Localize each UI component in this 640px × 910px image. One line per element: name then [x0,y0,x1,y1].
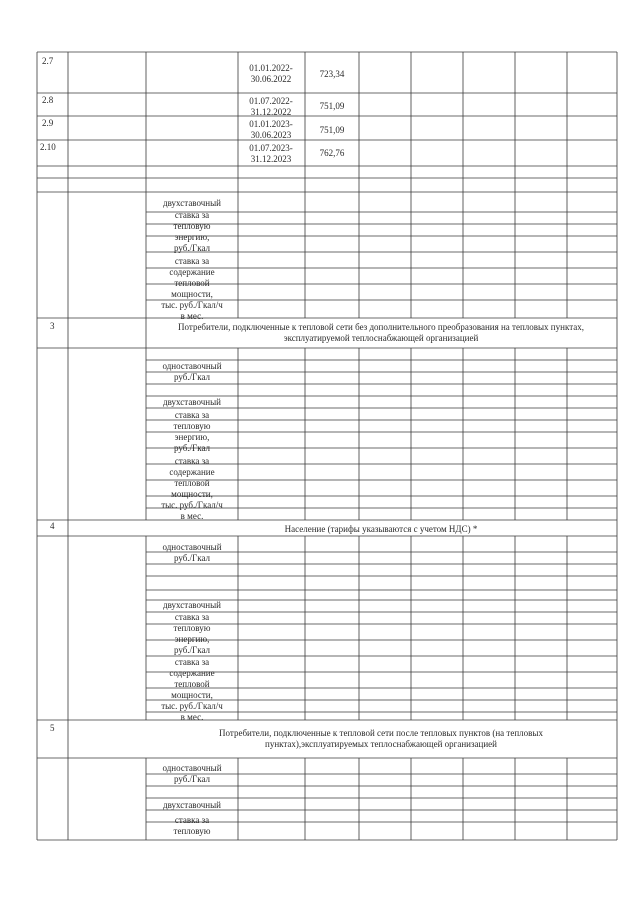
section-number: 4 [50,521,55,531]
two-part-label: двухставочный [163,198,221,208]
two-part-label: двухставочный [163,800,221,810]
section-number: 3 [50,321,55,331]
tariff-value: 751,09 [319,125,345,135]
row-number: 2.9 [42,118,54,128]
row-number: 2.7 [42,56,54,66]
tariff-value: 723,34 [319,69,345,79]
one-part-label: одноставочный руб./Гкал [162,763,222,784]
row-number: 2.10 [40,142,56,152]
energy-rate-label: ставка за тепловую энергию, руб./Гкал [173,612,211,655]
period-cell: 01.07.2023- 31.12.2023 [249,143,293,164]
period-cell: 01.01.2022- 30.06.2022 [249,63,293,84]
one-part-label: одноставочный руб./Гкал [162,542,222,563]
period-cell: 01.07.2022- 31.12.2022 [249,96,293,117]
section-title: Потребители, подключенные к тепловой сети без дополнительного преобразования на тепловых пунктах, эксплуатируемой теплоснабжающей организацией [178,322,584,343]
section-number: 5 [50,723,55,733]
energy-rate-label: ставка за тепловую [173,815,211,836]
capacity-rate-label: ставка за содержание тепловой мощности, тыс. руб./Гкал/ч в мес. [161,657,223,722]
section-title: Потребители, подключенные к тепловой сети после тепловых пунктов (на тепловых пунктах),эксплуатируемых теплоснабжающей организацией [219,728,543,749]
energy-rate-label: ставка за тепловую энергию, руб./Гкал [173,210,211,253]
energy-rate-label: ставка за тепловую энергию, руб./Гкал [173,410,211,453]
two-part-label: двухставочный [163,397,221,407]
row-number: 2.8 [42,95,54,105]
tariff-value: 762,76 [319,148,345,158]
period-cell: 01.01.2023- 30.06.2023 [249,119,293,140]
tariff-value: 751,09 [319,101,345,111]
one-part-label: одноставочный руб./Гкал [162,361,222,382]
capacity-rate-label: ставка за содержание тепловой мощности, тыс. руб./Гкал/ч в мес. [161,256,223,321]
capacity-rate-label: ставка за содержание тепловой мощности, тыс. руб./Гкал/ч в мес. [161,456,223,521]
two-part-label: двухставочный [163,600,221,610]
section-title: Население (тарифы указываются с учетом НДС) * [284,524,478,534]
